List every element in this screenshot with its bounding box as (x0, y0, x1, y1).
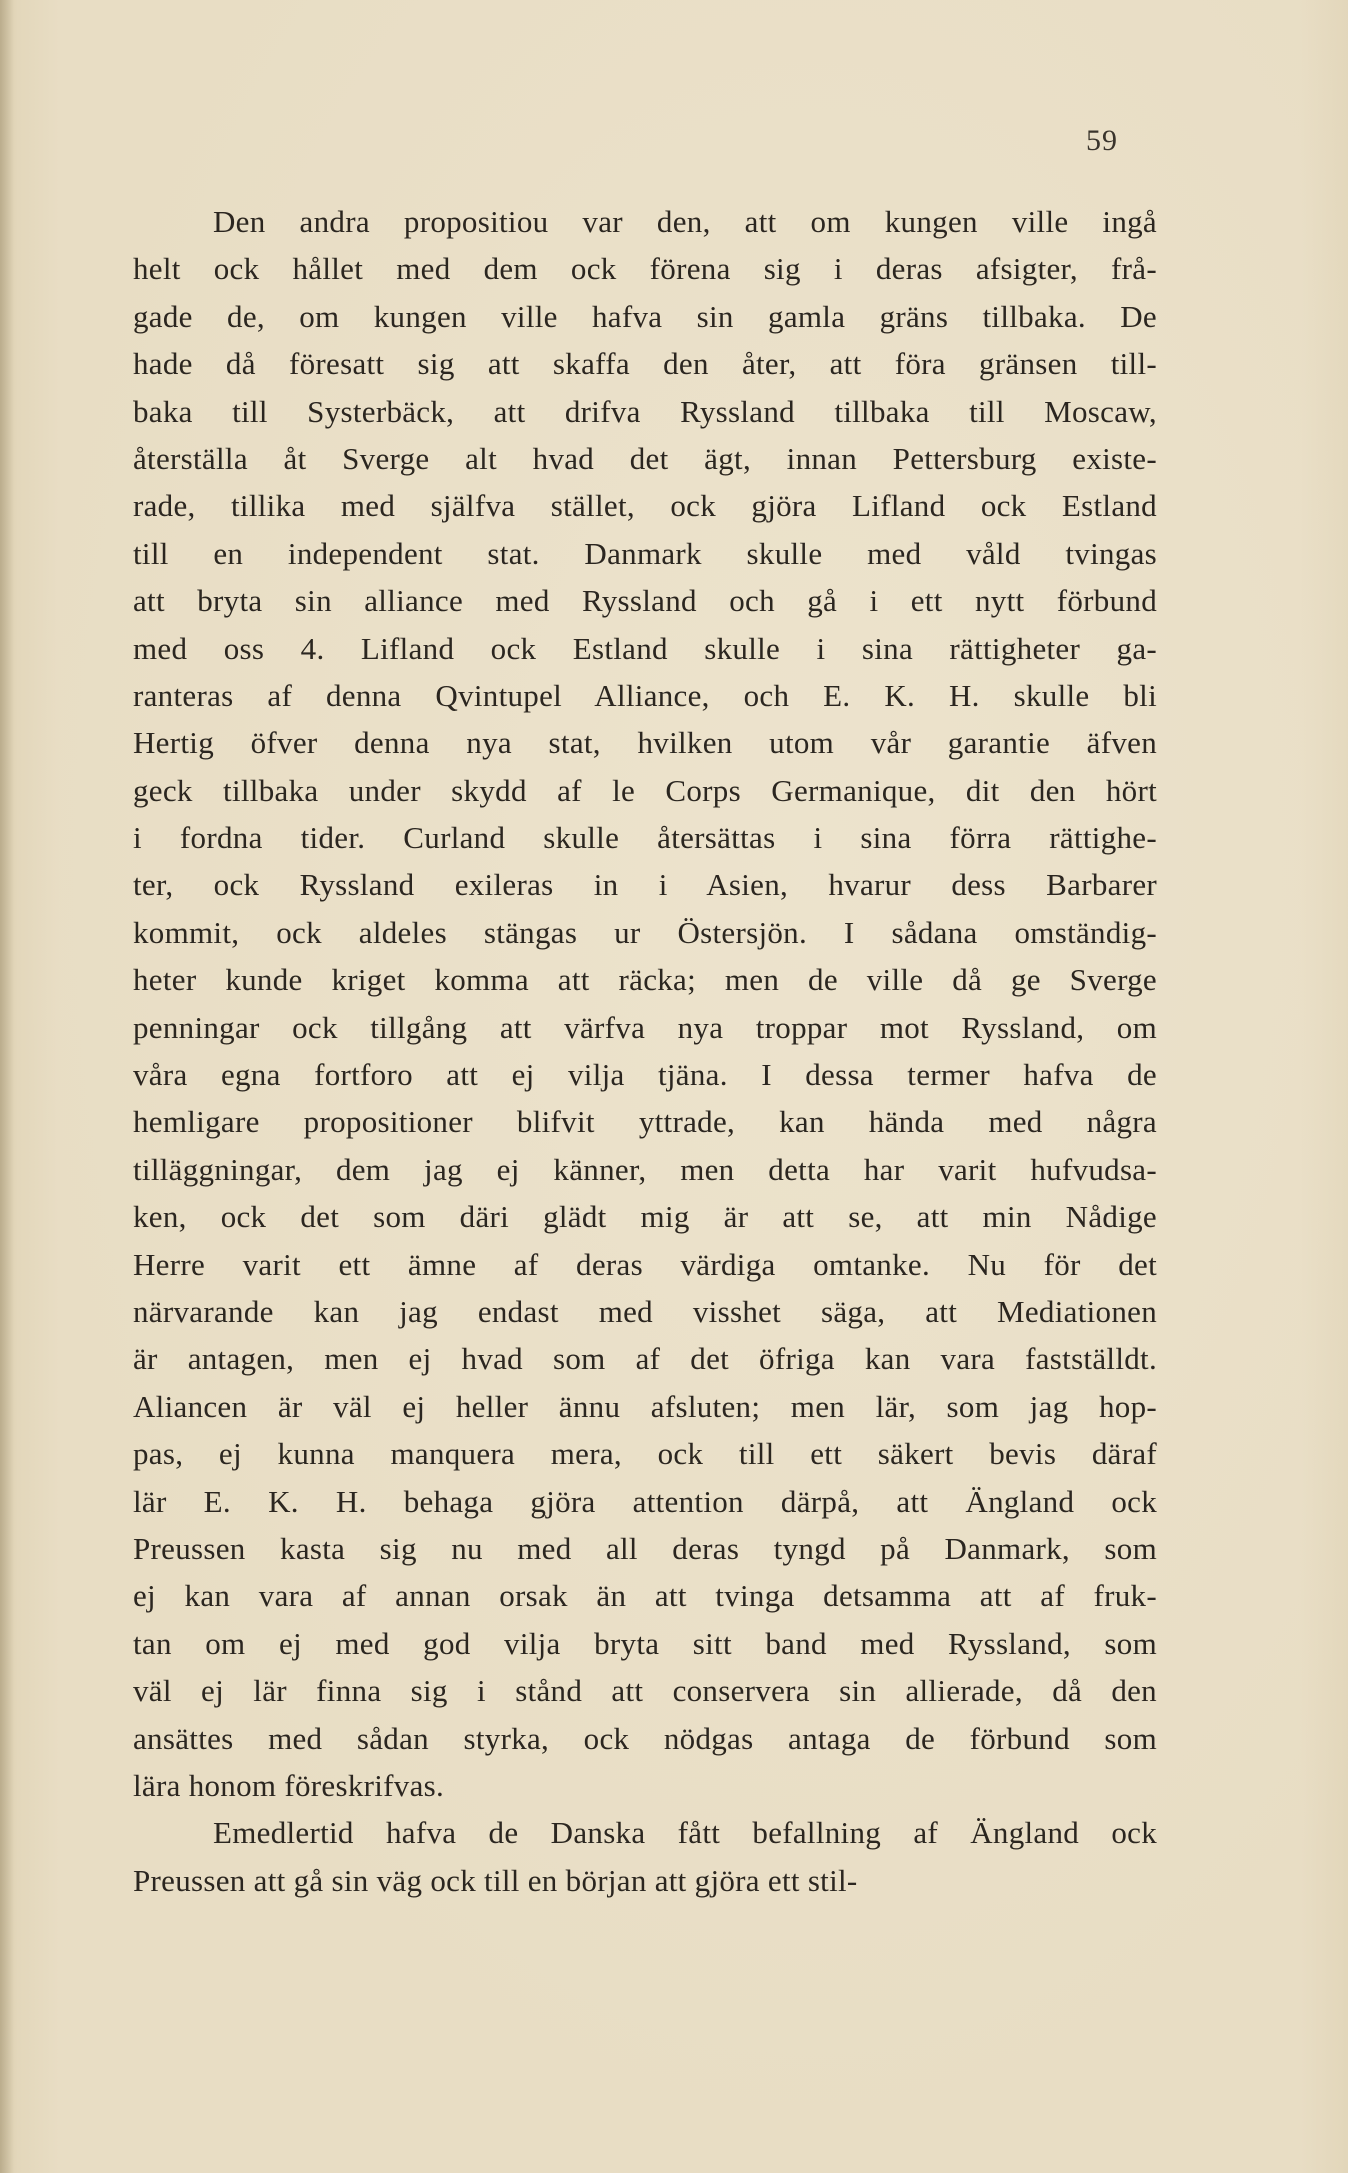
text-line: till en independent stat. Danmark skulle med våld tvingas (133, 535, 1157, 571)
text-line: hade då föresatt sig att skaffa den åter, att föra gränsen till- (133, 346, 1157, 382)
paragraph (133, 198, 1157, 1809)
text-line: i fordna tider. Curland skulle återsättas i sina förra rättighe- (133, 820, 1157, 856)
text-line: att bryta sin alliance med Ryssland och gå i ett nytt förbund (133, 583, 1157, 619)
text-line: helt ock hållet med dem ock förena sig i deras afsigter, frå- (133, 251, 1157, 287)
paragraph (133, 1809, 1157, 1904)
text-line: pas, ej kunna manquera mera, ock till ett säkert bevis däraf (133, 1436, 1157, 1472)
text-line: ansättes med sådan styrka, ock nödgas antaga de förbund som (133, 1720, 1157, 1756)
text-line: ranteras af denna Qvintupel Alliance, och E. K. H. skulle bli (133, 677, 1157, 713)
text-line: lär E. K. H. behaga gjöra attention därpå, att Ängland ock (133, 1483, 1157, 1519)
body-text (133, 198, 1157, 1904)
page-edge-shadow (0, 0, 14, 2173)
text-line: baka till Systerbäck, att drifva Ryssland tillbaka till Moscaw, (133, 393, 1157, 429)
text-line: väl ej lär finna sig i stånd att conservera sin allierade, då den (133, 1673, 1157, 1709)
text-line: tilläggningar, dem jag ej känner, men detta har varit hufvudsa- (133, 1151, 1157, 1187)
text-line: Hertig öfver denna nya stat, hvilken utom vår garantie äfven (133, 725, 1157, 761)
text-line: penningar ock tillgång att värfva nya troppar mot Ryssland, om (133, 1009, 1157, 1045)
text-line: heter kunde kriget komma att räcka; men de ville då ge Sverge (133, 962, 1157, 998)
text-line: Preussen att gå sin väg ock till en början att gjöra ett stil- (133, 1862, 858, 1898)
text-line: återställa åt Sverge alt hvad det ägt, innan Pettersburg existe- (133, 440, 1157, 476)
text-line: ken, ock det som däri glädt mig är att se, att min Nådige (133, 1199, 1157, 1235)
text-line: med oss 4. Lifland ock Estland skulle i sina rättigheter ga- (133, 630, 1157, 666)
text-line: ej kan vara af annan orsak än att tvinga detsamma att af fruk- (133, 1578, 1157, 1614)
text-line: Aliancen är väl ej heller ännu afsluten; men lär, som jag hop- (133, 1388, 1157, 1424)
text-line: närvarande kan jag endast med visshet säga, att Mediationen (133, 1293, 1157, 1329)
text-line: Preussen kasta sig nu med all deras tyngd på Danmark, som (133, 1530, 1157, 1566)
text-line: geck tillbaka under skydd af le Corps Germanique, dit den hört (133, 772, 1157, 808)
text-line: Emedlertid hafva de Danska fått befallning af Ängland ock (213, 1815, 1157, 1851)
page-number: 59 (1086, 124, 1118, 157)
text-line: våra egna fortforo att ej vilja tjäna. I dessa termer hafva de (133, 1057, 1157, 1093)
text-line: gade de, om kungen ville hafva sin gamla gräns tillbaka. De (133, 298, 1157, 334)
text-line: tan om ej med god vilja bryta sitt band med Ryssland, som (133, 1625, 1157, 1661)
text-line: lära honom föreskrifvas. (133, 1767, 445, 1803)
text-line: är antagen, men ej hvad som af det öfriga kan vara fastställdt. (133, 1341, 1157, 1377)
text-line: Herre varit ett ämne af deras värdiga omtanke. Nu för det (133, 1246, 1157, 1282)
text-line: ter, ock Ryssland exileras in i Asien, hvarur dess Barbarer (133, 867, 1157, 903)
text-line: rade, tillika med själfva stället, ock gjöra Lifland ock Estland (133, 488, 1157, 524)
text-line: Den andra propositiou var den, att om kungen ville ingå (213, 204, 1157, 239)
text-line: kommit, ock aldeles stängas ur Östersjön. I sådana omständig- (133, 914, 1157, 950)
text-line: hemligare propositioner blifvit yttrade, kan hända med några (133, 1104, 1157, 1140)
